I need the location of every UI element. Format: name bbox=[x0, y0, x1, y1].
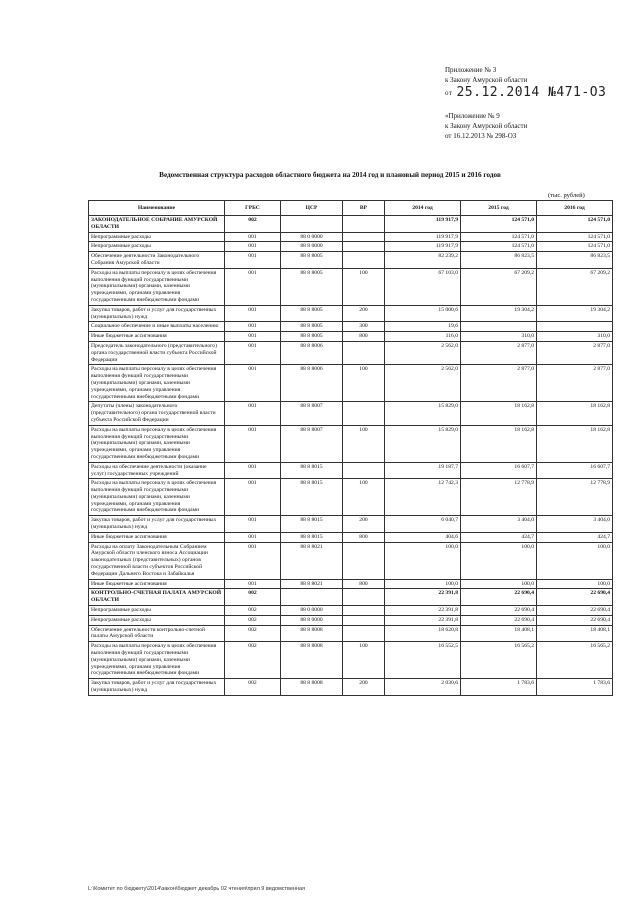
cell-2015: 86 823,5 bbox=[461, 252, 537, 269]
cell-2016: 1 783,6 bbox=[537, 679, 613, 696]
table-row bbox=[89, 679, 613, 696]
table-row bbox=[89, 402, 613, 425]
cell-2014: 15 829,0 bbox=[385, 402, 461, 425]
cell-2015: 12 778,9 bbox=[461, 479, 537, 516]
cell-2016: 18 408,1 bbox=[537, 625, 613, 642]
cell-2014: 19,6 bbox=[385, 322, 461, 332]
cell-2016: 310,0 bbox=[537, 332, 613, 342]
cell-grbs: 002 bbox=[225, 642, 281, 679]
cell-2015: 310,0 bbox=[461, 332, 537, 342]
cell-csr: 88 8 8005 bbox=[281, 305, 343, 322]
cell-csr: 88 8 8015 bbox=[281, 532, 343, 542]
table-row bbox=[89, 425, 613, 462]
cell-csr: 88 8 8015 bbox=[281, 479, 343, 516]
cell-2016: 22 690,4 bbox=[537, 615, 613, 625]
cell-csr: 88 8 8008 bbox=[281, 642, 343, 679]
cell-name: Социальное обеспечение и иные выплаты населению bbox=[89, 322, 225, 332]
cell-2014: 67 103,0 bbox=[385, 268, 461, 305]
cell-2016: 18 162,8 bbox=[537, 402, 613, 425]
cell-vr bbox=[343, 462, 385, 479]
cell-vr: 100 bbox=[343, 642, 385, 679]
table-row bbox=[89, 642, 613, 679]
cell-csr bbox=[281, 589, 343, 606]
cell-vr bbox=[343, 402, 385, 425]
cell-2015: 67 209,2 bbox=[461, 268, 537, 305]
cell-2016: 100,0 bbox=[537, 579, 613, 589]
table-row bbox=[89, 341, 613, 364]
cell-2015: 22 690,4 bbox=[461, 606, 537, 616]
header-vr: ВР bbox=[343, 201, 385, 216]
cell-grbs: 001 bbox=[225, 479, 281, 516]
header-name: Наименование bbox=[89, 201, 225, 216]
cell-grbs: 002 bbox=[225, 615, 281, 625]
cell-csr: 88 8 0000 bbox=[281, 242, 343, 252]
cell-2015: 3 404,0 bbox=[461, 516, 537, 533]
table-row bbox=[89, 332, 613, 342]
cell-csr: 88 8 0000 bbox=[281, 615, 343, 625]
cell-csr: 88 8 8015 bbox=[281, 462, 343, 479]
cell-grbs: 001 bbox=[225, 542, 281, 579]
cell-vr bbox=[343, 625, 385, 642]
cell-vr: 300 bbox=[343, 322, 385, 332]
cell-2014: 116,0 bbox=[385, 332, 461, 342]
cell-vr: 100 bbox=[343, 479, 385, 516]
table-row bbox=[89, 232, 613, 242]
cell-name: Депутаты (члены) законодательного (представительного) органа государственной власти субъекта Российской Федерации bbox=[89, 402, 225, 425]
cell-grbs: 002 bbox=[225, 216, 281, 233]
cell-vr bbox=[343, 216, 385, 233]
cell-2014: 22 391,8 bbox=[385, 615, 461, 625]
cell-name: Расходы на обеспечение деятельности (оказание услуг) государственных учреждений bbox=[89, 462, 225, 479]
cell-name: Непрограммные расходы bbox=[89, 232, 225, 242]
cell-csr: 88 8 8006 bbox=[281, 365, 343, 402]
cell-name: Иные бюджетные ассигнования bbox=[89, 532, 225, 542]
cell-grbs: 001 bbox=[225, 268, 281, 305]
cell-2014: 119 917,9 bbox=[385, 242, 461, 252]
cell-csr: 88 8 8021 bbox=[281, 579, 343, 589]
cell-csr: 88 8 8007 bbox=[281, 402, 343, 425]
cell-csr: 88 8 8015 bbox=[281, 516, 343, 533]
cell-vr: 200 bbox=[343, 679, 385, 696]
header-grbs: ГРБС bbox=[225, 201, 281, 216]
cell-name: Расходы на выплаты персоналу в целях обеспечения выполнения функций государственными (муниципальными) органами, казенными учреждениями, органами управления государственными внебюджетными фондами bbox=[89, 425, 225, 462]
cell-2014: 22 391,8 bbox=[385, 606, 461, 616]
cell-grbs: 002 bbox=[225, 679, 281, 696]
table-row bbox=[89, 625, 613, 642]
table-row bbox=[89, 252, 613, 269]
cell-2014: 16 552,5 bbox=[385, 642, 461, 679]
table-row bbox=[89, 242, 613, 252]
cell-2014: 404,6 bbox=[385, 532, 461, 542]
cell-grbs: 001 bbox=[225, 579, 281, 589]
table-header-row bbox=[89, 201, 613, 216]
cell-2015: 2 877,0 bbox=[461, 341, 537, 364]
cell-2015: 124 571,0 bbox=[461, 232, 537, 242]
cell-vr: 200 bbox=[343, 305, 385, 322]
cell-csr: 88 8 8005 bbox=[281, 252, 343, 269]
cell-2016: 3 404,0 bbox=[537, 516, 613, 533]
cell-csr: 88 0 0000 bbox=[281, 606, 343, 616]
cell-name: Иные бюджетные ассигнования bbox=[89, 332, 225, 342]
header-2014: 2014 год bbox=[385, 201, 461, 216]
cell-csr: 88 8 8005 bbox=[281, 332, 343, 342]
cell-name: Обеспечение деятельности Законодательного Собрания Амурской области bbox=[89, 252, 225, 269]
cell-2015: 18 162,8 bbox=[461, 402, 537, 425]
cell-grbs: 001 bbox=[225, 305, 281, 322]
table-row bbox=[89, 516, 613, 533]
cell-grbs: 002 bbox=[225, 625, 281, 642]
cell-name: Расходы на выплаты персоналу в целях обеспечения выполнения функций государственными (муниципальными) органами, казенными учреждениями, органами управления государственными внебюджетными фондами bbox=[89, 268, 225, 305]
cell-vr: 800 bbox=[343, 579, 385, 589]
cell-2015: 22 690,4 bbox=[461, 615, 537, 625]
cell-csr: 88 8 8021 bbox=[281, 542, 343, 579]
cell-name: Закупка товаров, работ и услуг для государственных (муниципальных) нужд bbox=[89, 516, 225, 533]
cell-name: Непрограммные расходы bbox=[89, 615, 225, 625]
cell-2014: 100,0 bbox=[385, 542, 461, 579]
cell-2015: 19 304,2 bbox=[461, 305, 537, 322]
cell-csr: 88 8 8007 bbox=[281, 425, 343, 462]
cell-vr: 800 bbox=[343, 532, 385, 542]
cell-csr: 88 8 8005 bbox=[281, 322, 343, 332]
header-2016: 2016 год bbox=[537, 201, 613, 216]
cell-name: Расходы на выплаты персоналу в целях обеспечения выполнения функций государственными (муниципальными) органами, казенными учреждениями, органами управления государственными внебюджетными фондами bbox=[89, 642, 225, 679]
cell-2015: 2 877,0 bbox=[461, 365, 537, 402]
cell-2014: 100,0 bbox=[385, 579, 461, 589]
cell-vr bbox=[343, 232, 385, 242]
cell-grbs: 001 bbox=[225, 252, 281, 269]
table-row bbox=[89, 305, 613, 322]
table-row bbox=[89, 542, 613, 579]
cell-name: Председатель законодательного (представительного) органа государственной власти субъекта Российской Федерации bbox=[89, 341, 225, 364]
cell-vr bbox=[343, 615, 385, 625]
cell-2015: 124 571,0 bbox=[461, 216, 537, 233]
cell-2016: 67 209,2 bbox=[537, 268, 613, 305]
cell-name: Расходы на оплату Законодательным Собранием Амурской области членского взноса Ассоциации законодательных (представительных) органов государственной власти субъектов Российской Федерации Дальнего Востока и Забайкалья bbox=[89, 542, 225, 579]
cell-2016: 424,7 bbox=[537, 532, 613, 542]
cell-vr bbox=[343, 252, 385, 269]
cell-grbs: 001 bbox=[225, 365, 281, 402]
table-row bbox=[89, 322, 613, 332]
cell-csr: 88 0 0000 bbox=[281, 232, 343, 242]
cell-2016: 2 877,0 bbox=[537, 341, 613, 364]
date-prefix: от bbox=[445, 89, 453, 97]
cell-2016: 12 778,9 bbox=[537, 479, 613, 516]
header-2015: 2015 год bbox=[461, 201, 537, 216]
cell-2014: 2 030,6 bbox=[385, 679, 461, 696]
cell-2016: 18 162,8 bbox=[537, 425, 613, 462]
cell-2015: 18 162,8 bbox=[461, 425, 537, 462]
cell-2014: 2 562,0 bbox=[385, 365, 461, 402]
table-row bbox=[89, 268, 613, 305]
table-row bbox=[89, 589, 613, 606]
cell-name: Расходы на выплаты персоналу в целях обеспечения выполнения функций государственными (муниципальными) органами, казенными учреждениями, органами управления государственными внебюджетными фондами bbox=[89, 365, 225, 402]
cell-name: ЗАКОНОДАТЕЛЬНОЕ СОБРАНИЕ АМУРСКОЙ ОБЛАСТИ bbox=[89, 216, 225, 233]
cell-grbs: 001 bbox=[225, 322, 281, 332]
appendix-header bbox=[445, 65, 625, 141]
cell-vr: 100 bbox=[343, 268, 385, 305]
cell-grbs: 001 bbox=[225, 516, 281, 533]
cell-2014: 2 562,0 bbox=[385, 341, 461, 364]
cell-name: Иные бюджетные ассигнования bbox=[89, 579, 225, 589]
cell-grbs: 001 bbox=[225, 242, 281, 252]
cell-vr bbox=[343, 242, 385, 252]
previous-law-date: от 16.12.2013 № 298-ОЗ bbox=[445, 132, 517, 140]
table-row bbox=[89, 579, 613, 589]
cell-2015 bbox=[461, 322, 537, 332]
cell-name: Закупка товаров, работ и услуг для государственных (муниципальных) нужд bbox=[89, 305, 225, 322]
cell-2016: 100,0 bbox=[537, 542, 613, 579]
file-path-footer: L:\Комитет по бюджету\2014\закон\бюджет декабрь 02 чтения\прил 9 ведомственная bbox=[88, 886, 306, 892]
cell-2016: 16 565,2 bbox=[537, 642, 613, 679]
cell-2015: 424,7 bbox=[461, 532, 537, 542]
cell-2015: 100,0 bbox=[461, 542, 537, 579]
cell-vr bbox=[343, 606, 385, 616]
cell-2014: 18 620,8 bbox=[385, 625, 461, 642]
cell-grbs: 001 bbox=[225, 402, 281, 425]
cell-2016: 22 690,4 bbox=[537, 606, 613, 616]
budget-table bbox=[88, 200, 613, 696]
cell-name: Закупка товаров, работ и услуг для государственных (муниципальных) нужд bbox=[89, 679, 225, 696]
cell-2016: 124 571,0 bbox=[537, 232, 613, 242]
cell-2014: 6 040,7 bbox=[385, 516, 461, 533]
cell-name: Непрограммные расходы bbox=[89, 606, 225, 616]
cell-vr: 100 bbox=[343, 425, 385, 462]
cell-grbs: 001 bbox=[225, 332, 281, 342]
units-label: (тыс. рублей) bbox=[548, 192, 585, 199]
cell-2015: 124 571,0 bbox=[461, 242, 537, 252]
cell-2014: 119 917,9 bbox=[385, 216, 461, 233]
law-date-stamp bbox=[445, 85, 625, 101]
cell-2014: 19 187,7 bbox=[385, 462, 461, 479]
cell-2014: 15 829,0 bbox=[385, 425, 461, 462]
cell-2016: 22 690,4 bbox=[537, 589, 613, 606]
previous-law-reference: к Закону Амурской области bbox=[445, 122, 528, 130]
table-row bbox=[89, 216, 613, 233]
cell-grbs: 002 bbox=[225, 589, 281, 606]
cell-2016: 19 304,2 bbox=[537, 305, 613, 322]
header-csr: ЦСР bbox=[281, 201, 343, 216]
date-stamp-text: 25.12.2014 №471-ОЗ bbox=[456, 85, 607, 100]
table-row bbox=[89, 615, 613, 625]
table-row bbox=[89, 532, 613, 542]
cell-grbs: 001 bbox=[225, 425, 281, 462]
cell-2015: 16 565,2 bbox=[461, 642, 537, 679]
cell-grbs: 001 bbox=[225, 232, 281, 242]
cell-2014: 82 239,2 bbox=[385, 252, 461, 269]
cell-2016: 16 607,7 bbox=[537, 462, 613, 479]
cell-2015: 100,0 bbox=[461, 579, 537, 589]
cell-grbs: 001 bbox=[225, 532, 281, 542]
cell-vr bbox=[343, 341, 385, 364]
table-row bbox=[89, 479, 613, 516]
cell-vr: 800 bbox=[343, 332, 385, 342]
cell-csr: 88 8 8005 bbox=[281, 268, 343, 305]
previous-appendix-number: «Приложение № 9 bbox=[445, 112, 500, 120]
appendix-number: Приложение № 3 bbox=[445, 66, 497, 74]
cell-vr: 200 bbox=[343, 516, 385, 533]
cell-2014: 22 391,8 bbox=[385, 589, 461, 606]
cell-2016: 2 877,0 bbox=[537, 365, 613, 402]
cell-vr: 100 bbox=[343, 365, 385, 402]
cell-2016: 124 571,0 bbox=[537, 242, 613, 252]
cell-2015: 1 783,6 bbox=[461, 679, 537, 696]
cell-name: Расходы на выплаты персоналу в целях обеспечения выполнения функций государственными (муниципальными) органами, казенными учреждениями, органами управления государственными внебюджетными фондами bbox=[89, 479, 225, 516]
table-row bbox=[89, 606, 613, 616]
cell-2016: 86 823,5 bbox=[537, 252, 613, 269]
cell-2016 bbox=[537, 322, 613, 332]
cell-2015: 22 690,4 bbox=[461, 589, 537, 606]
document-title: Ведомственная структура расходов областного бюджета на 2014 год и плановый период 2015 и 2016 годов bbox=[159, 171, 501, 179]
cell-vr bbox=[343, 589, 385, 606]
cell-csr bbox=[281, 216, 343, 233]
cell-2014: 12 742,3 bbox=[385, 479, 461, 516]
cell-2016: 124 571,0 bbox=[537, 216, 613, 233]
cell-2014: 119 917,9 bbox=[385, 232, 461, 242]
cell-csr: 88 8 8006 bbox=[281, 341, 343, 364]
cell-name: КОНТРОЛЬНО-СЧЕТНАЯ ПАЛАТА АМУРСКОЙ ОБЛАСТИ bbox=[89, 589, 225, 606]
table-row bbox=[89, 462, 613, 479]
cell-vr bbox=[343, 542, 385, 579]
cell-csr: 88 8 8008 bbox=[281, 625, 343, 642]
cell-grbs: 001 bbox=[225, 341, 281, 364]
law-reference: к Закону Амурской области bbox=[445, 76, 528, 84]
cell-csr: 88 8 8008 bbox=[281, 679, 343, 696]
cell-grbs: 002 bbox=[225, 606, 281, 616]
cell-2015: 16 607,7 bbox=[461, 462, 537, 479]
table-row bbox=[89, 365, 613, 402]
cell-2015: 18 408,1 bbox=[461, 625, 537, 642]
cell-2014: 15 000,6 bbox=[385, 305, 461, 322]
cell-name: Обеспечение деятельности контрольно-счетной палаты Амурской области bbox=[89, 625, 225, 642]
cell-name: Непрограммные расходы bbox=[89, 242, 225, 252]
cell-grbs: 001 bbox=[225, 462, 281, 479]
